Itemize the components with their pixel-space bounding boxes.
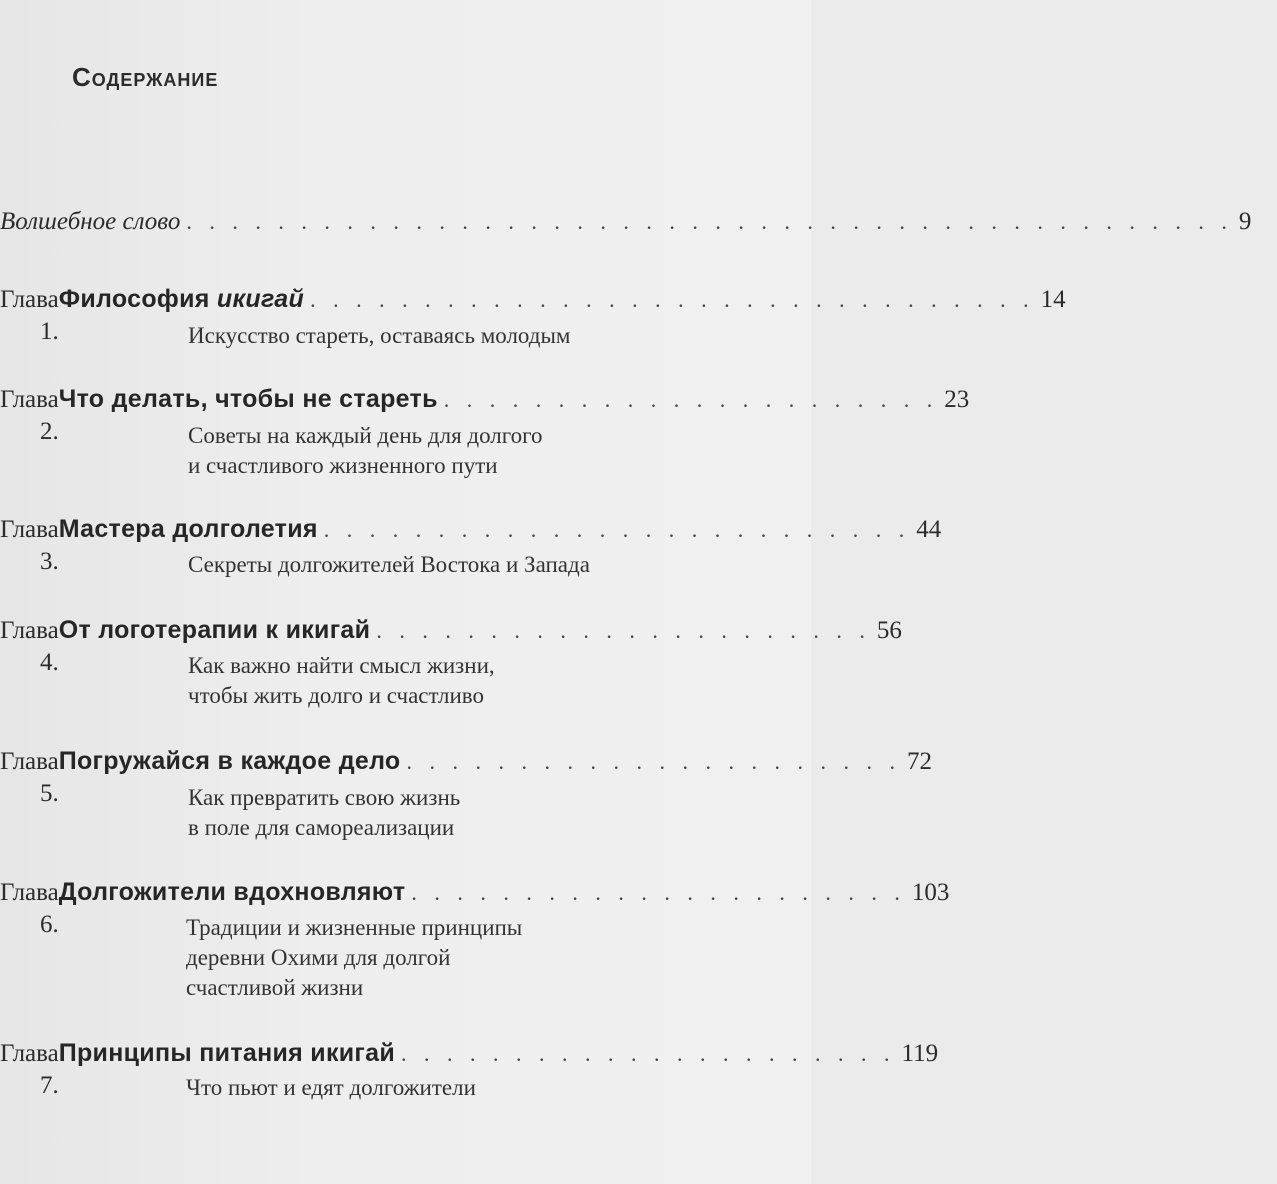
toc-entry-title: Волшебное слово bbox=[0, 208, 181, 235]
chapter-label: Глава 5. bbox=[0, 748, 59, 807]
dot-leader: . . . . . . . . . . . . . . . . . . . . . . bbox=[376, 618, 871, 643]
toc-page-number: 119 bbox=[901, 1040, 939, 1067]
chapter-label: Глава 2. bbox=[0, 386, 59, 445]
chapter-subtitle: Как важно найти смысл жизни, чтобы жить долго и счастливо bbox=[188, 653, 495, 708]
dot-leader: . . . . . . . . . . . . . . . . . . . . . . bbox=[406, 749, 902, 774]
chapter-subtitle: Что пьют и едят долгожители bbox=[186, 1075, 476, 1100]
chapter-label: Глава 3. bbox=[0, 516, 59, 575]
dot-leader: . . . . . . . . . . . . . . . . . . . . . . bbox=[411, 880, 906, 905]
chapter-title: От логотерапии к икигай bbox=[58, 616, 371, 644]
toc-page-number: 9 bbox=[1238, 208, 1252, 235]
chapter-title: Принципы питания икигай bbox=[58, 1039, 396, 1067]
toc-page-number: 56 bbox=[876, 617, 902, 644]
page-title: Содержание bbox=[72, 62, 219, 92]
toc-page-number: 44 bbox=[916, 516, 942, 543]
chapter-title: Долгожители вдохновляют bbox=[58, 878, 406, 906]
chapter-title: Мастера долголетия bbox=[58, 515, 318, 543]
chapter-subtitle: Как превратить свою жизнь в поле для самореализации bbox=[188, 785, 461, 840]
toc-entry-intro[interactable] bbox=[0, 206, 1252, 238]
dot-leader: . . . . . . . . . . . . . . . . . . . . . . . . . . bbox=[323, 517, 911, 542]
chapter-label: Глава 6. bbox=[0, 879, 59, 938]
chapter-subtitle: Искусство стареть, оставаясь молодым bbox=[188, 323, 571, 348]
chapter-subtitle: Традиции и жизненные принципы деревни Охими для долгой счастливой жизни bbox=[186, 915, 523, 1000]
toc-page-number: 72 bbox=[907, 748, 933, 775]
chapter-label: Глава 1. bbox=[0, 286, 59, 345]
toc-page-number: 14 bbox=[1040, 286, 1066, 313]
dot-leader: . . . . . . . . . . . . . . . . . . . . . . bbox=[443, 387, 939, 412]
dot-leader: . . . . . . . . . . . . . . . . . . . . . . . . . . . . . . . . . . . . . . . . . . . . . . bbox=[186, 209, 1233, 234]
chapter-label: Глава 4. bbox=[0, 617, 59, 676]
dot-leader: . . . . . . . . . . . . . . . . . . . . . . bbox=[401, 1041, 896, 1066]
chapter-title: Философия икигай bbox=[58, 285, 305, 313]
chapter-label: Глава 7. bbox=[0, 1040, 59, 1099]
chapter-title: Что делать, чтобы не стареть bbox=[58, 385, 438, 413]
toc-page-number: 103 bbox=[911, 879, 950, 906]
chapter-title: Погружайся в каждое дело bbox=[58, 747, 401, 775]
chapter-subtitle: Советы на каждый день для долгого и счастливого жизненного пути bbox=[188, 423, 543, 478]
dot-leader: . . . . . . . . . . . . . . . . . . . . . . . . . . . . . . . . bbox=[310, 287, 1035, 312]
chapter-subtitle: Секреты долгожителей Востока и Запада bbox=[188, 552, 590, 577]
toc-page-number: 23 bbox=[944, 386, 970, 413]
